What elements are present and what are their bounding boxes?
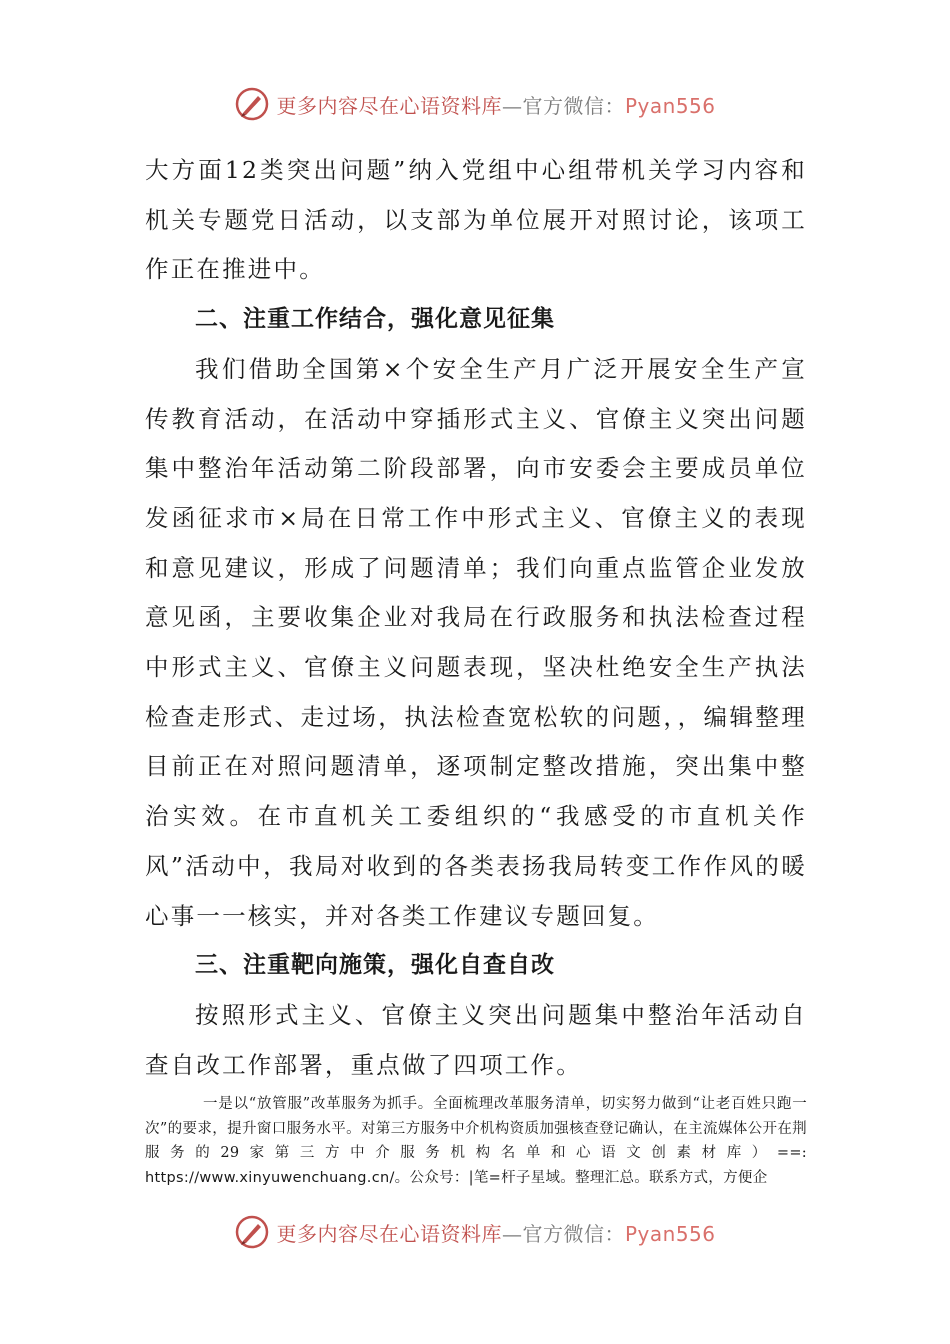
pen-logo-icon — [234, 86, 270, 122]
paragraph-self-inspection: 按照形式主义、官僚主义突出问题集中整治年活动自查自改工作部署，重点做了四项工作。 — [145, 1000, 807, 1079]
source-url: https://www.xinyuwenchuang.cn/ — [145, 1169, 395, 1186]
document-body — [145, 146, 807, 1090]
header-watermark-banner — [0, 82, 950, 126]
banner-text: 更多内容尽在心语资料库—官方微信：Pyan556 — [276, 93, 716, 118]
section-heading-3: 三、注重靶向施策，强化自查自改 — [195, 952, 555, 979]
section-heading-2: 二、注重工作结合，强化意见征集 — [195, 306, 555, 333]
pen-logo-icon — [234, 1214, 270, 1250]
footer-watermark-banner — [0, 1210, 950, 1254]
footnote-paragraph: 一是以“放管服”改革服务为抓手。全面梳理改革服务清单，切实努力做到“让老百姓只跑一次”的要求，提升窗口服务水平。对第三方服务中介机构资质加强核查登记确认，在主流媒体公开在荆服务的29家第三方中介服务机构名单和心语文创素材库）==: https://www.xinyuwenchuang.cn/。公众号：|笔=杆子星域。整理汇总。联系方式，方便企 — [145, 1096, 807, 1186]
paragraph-continuation: 大方面12类突出问题”纳入党组中心组带机关学习内容和机关专题党日活动，以支部为单位展开对照讨论，该项工作正在推进中。 — [145, 156, 807, 284]
banner-text: 更多内容尽在心语资料库—官方微信：Pyan556 — [276, 1221, 716, 1246]
paragraph-opinion-collection: 我们借助全国第×个安全生产月广泛开展安全生产宣传教育活动，在活动中穿插形式主义、官僚主义突出问题集中整治年活动第二阶段部署，向市安委会主要成员单位发函征求市×局在日常工作中形式主义、官僚主义的表现和意见建议，形成了问题清单；我们向重点监管企业发放意见函，主要收集企业对我局在行政服务和执法检查过程中形式主义、官僚主义问题表现，坚决杜绝安全生产执法检查走形式、走过场，执法检查宽松软的问题，，编辑整理目前正在对照问题清单，逐项制定整改措施，突出集中整治实效。在市直机关工委组织的“我感受的市直机关作风”活动中，我局对收到的各类表扬我局转变工作作风的暖心事一一核实，并对各类工作建议专题回复。 — [145, 354, 807, 930]
